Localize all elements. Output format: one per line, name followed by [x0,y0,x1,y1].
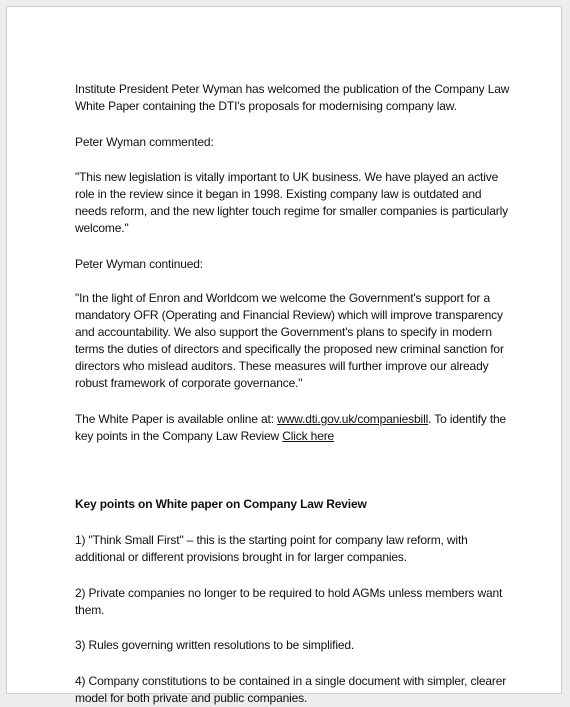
intro-paragraph: Institute President Peter Wyman has welcomed the publication of the Company Law White Paper containing the DTI's proposals for modernising company law. [75,82,510,113]
click-here-link[interactable]: Click here [282,429,335,443]
continued-label: Peter Wyman continued: [75,257,203,271]
document-page [6,6,562,705]
key-point-1: 1) "Think Small First" – this is the starting point for company law reform, with additional or different provisions brought in for larger companies. [75,533,468,564]
availability-prefix: The White Paper is available online at: [75,412,278,426]
key-point-4: 4) Company constitutions to be contained in a single document with simpler, clearer model for both private and public companies. [75,674,507,705]
quote-paragraph-2: "In the light of Enron and Worldcom we welcome the Government's support for a mandatory OFR (Operating and Financial Review) which will improve transparency and accountability. We also support the Government's plans to specify in modern terms the duties of directors and specifically the proposed new criminal sanction for directors who mislead auditors. These measures will further improve our already robust framework of corporate governance." [75,291,504,390]
quote-paragraph-1: "This new legislation is vitally important to UK business. We have played an active role in the review since it began in 1998. Existing company law is outdated and needs reform, and the new lighter touch regime for smaller companies is particularly welcome." [75,170,508,235]
white-paper-url-link[interactable]: www.dti.gov.uk/companiesbill [277,412,429,426]
availability-middle: . To identify the key points in the Company Law Review [75,412,507,443]
availability-paragraph [75,411,515,445]
key-point-3: 3) Rules governing written resolutions to be simplified. [75,638,355,652]
commented-label: Peter Wyman commented: [75,135,214,149]
document-body [75,73,515,707]
key-points-heading: Key points on White paper on Company Law Review [75,497,367,511]
key-point-2: 2) Private companies no longer to be required to hold AGMs unless members want them. [75,586,503,617]
